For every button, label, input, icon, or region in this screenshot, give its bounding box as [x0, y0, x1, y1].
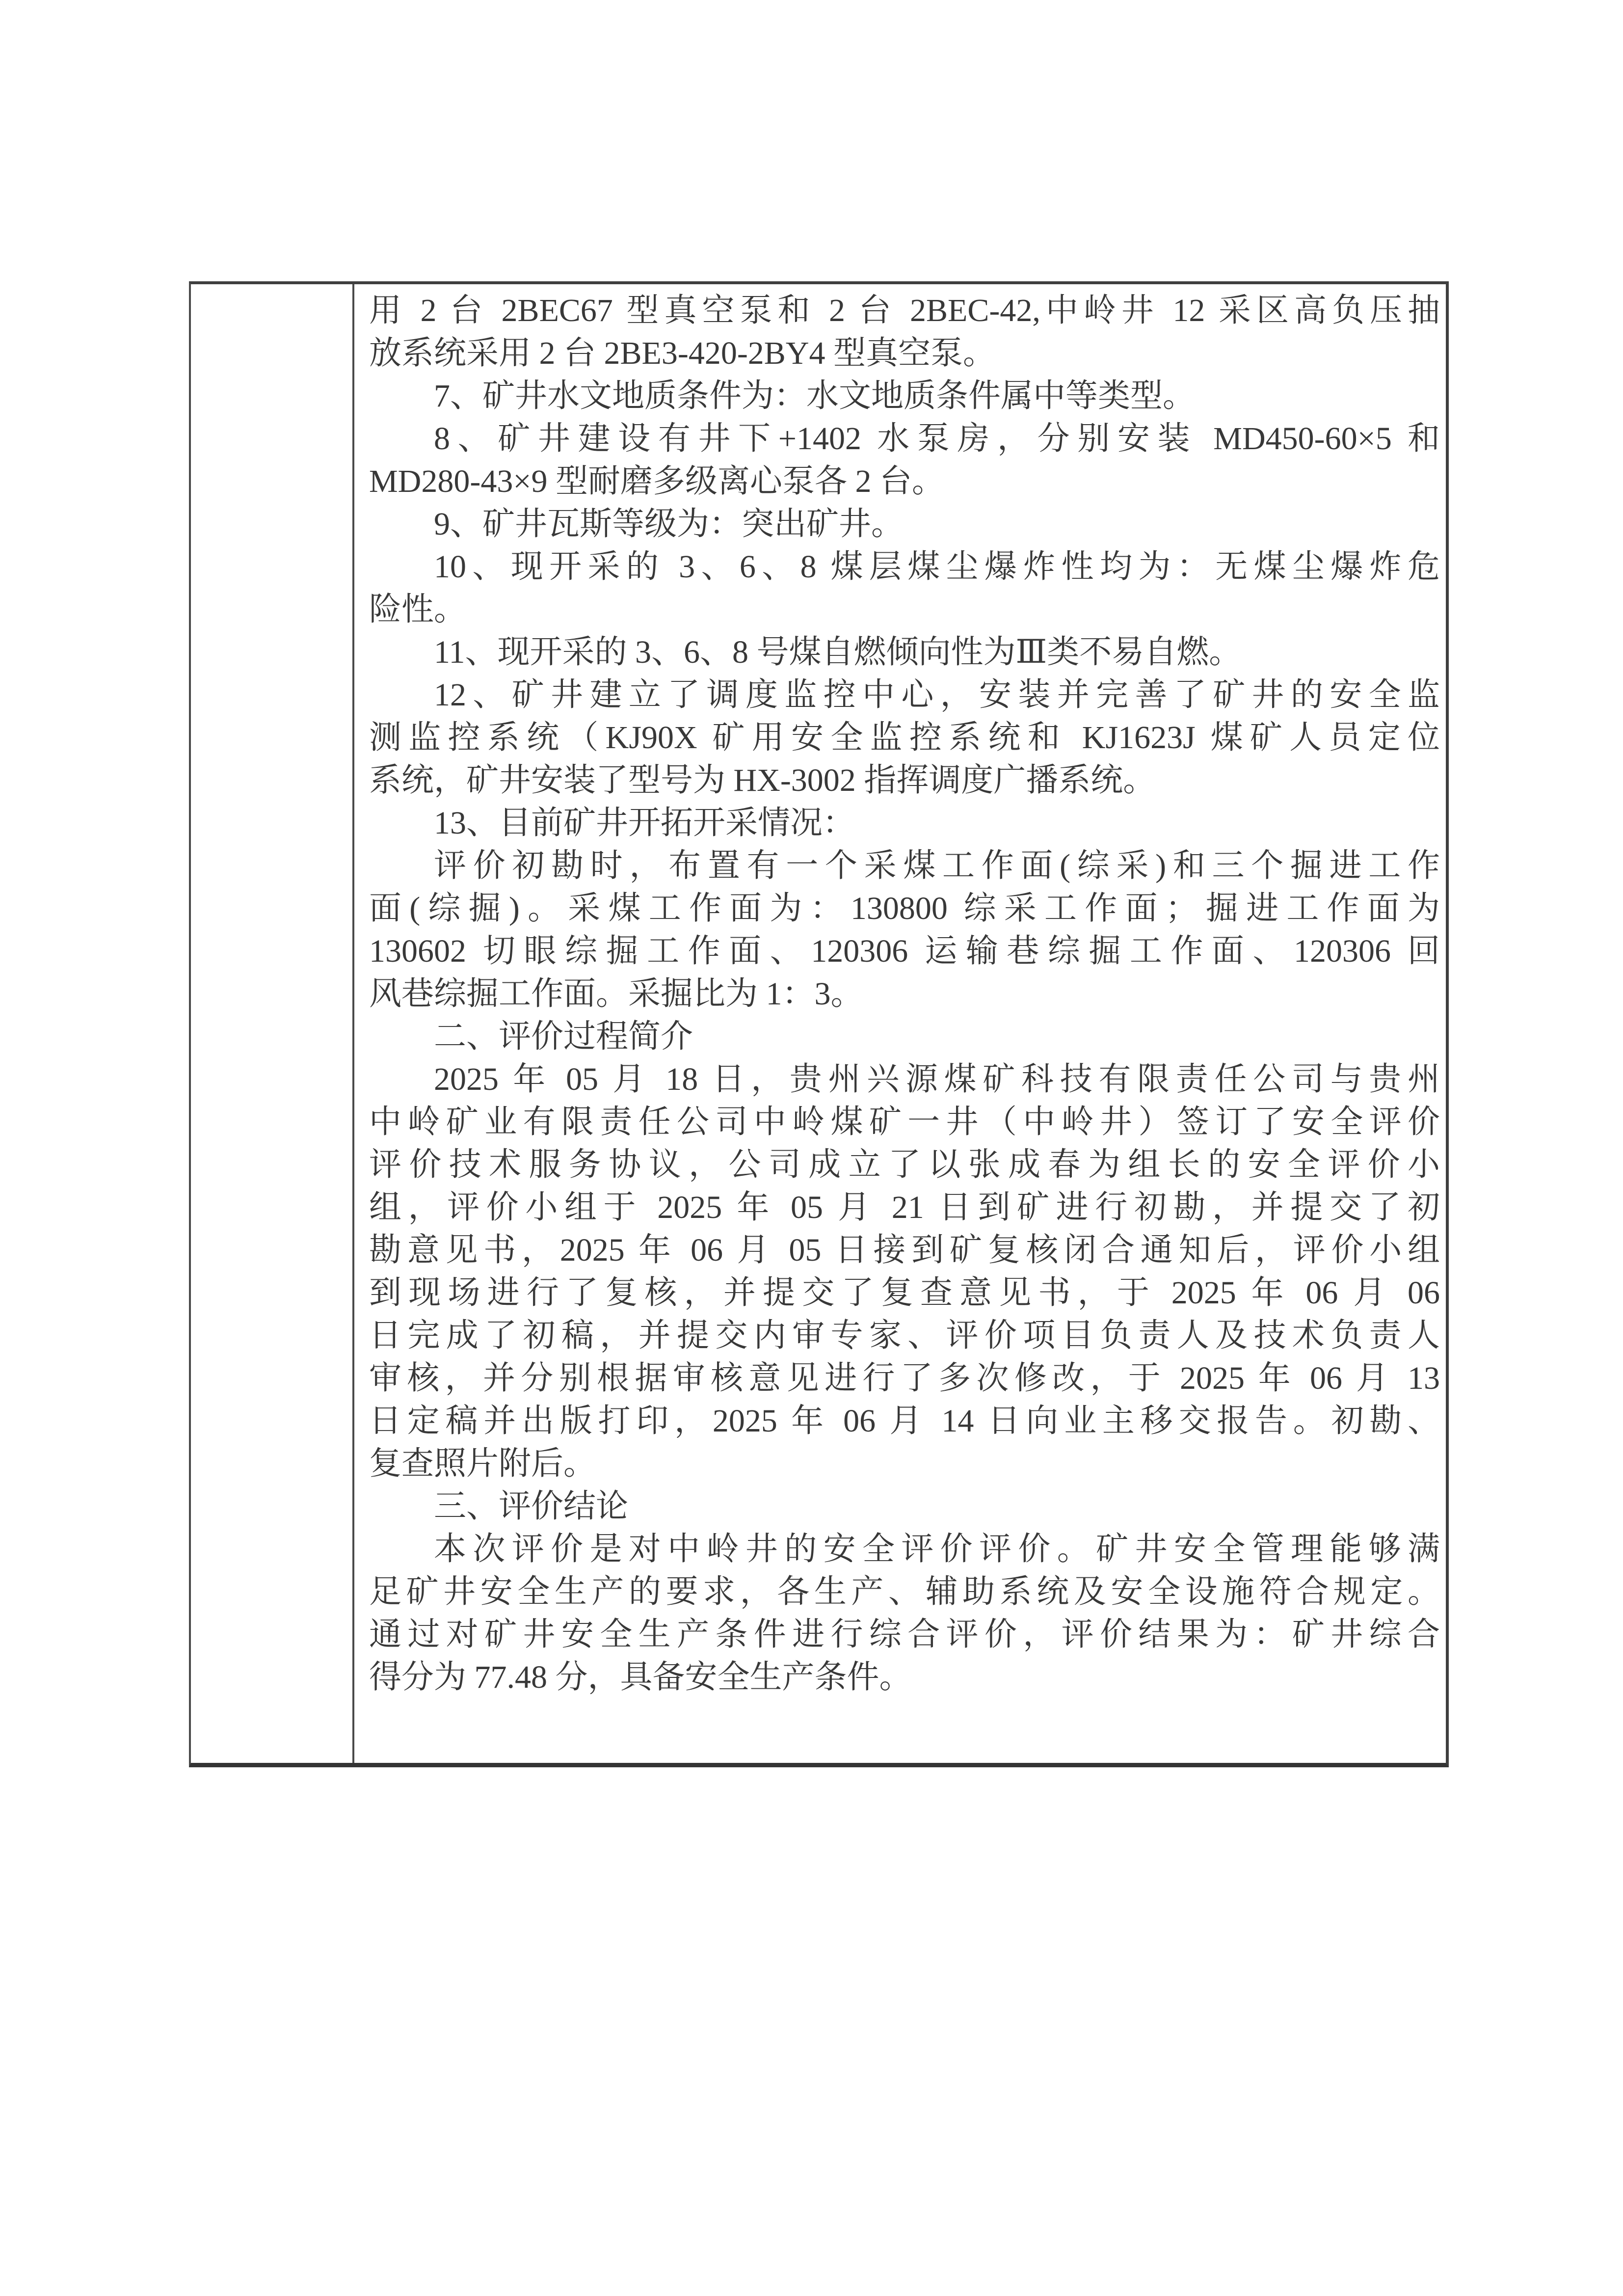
text-line: 评价初勘时，布置有一个采煤工作面(综采)和三个掘进工作	[434, 848, 1440, 884]
text-line: 中岭矿业有限责任公司中岭煤矿一井（中岭井）签订了安全评价	[369, 1104, 1440, 1140]
text-line: MD280-43×9 型耐磨多级离心泵各 2 台。	[369, 463, 945, 499]
text-line: 三、评价结论	[434, 1488, 628, 1524]
text-line: 勘意见书，2025 年 06 月 05 日接到矿复核闭合通知后，评价小组	[369, 1232, 1440, 1268]
text-line: 险性。	[369, 592, 466, 627]
text-line: 得分为 77.48 分，具备安全生产条件。	[369, 1659, 912, 1695]
text-line: 12、矿井建立了调度监控中心，安装并完善了矿井的安全监	[434, 677, 1440, 713]
text-line: 审核，并分别根据审核意见进行了多次修改，于 2025 年 06 月 13	[369, 1360, 1440, 1396]
table-label-cell	[191, 284, 354, 1763]
text-line: 系统，矿井安装了型号为 HX-3002 指挥调度广播系统。	[369, 762, 1156, 798]
table-content-cell	[354, 284, 1446, 1763]
text-line: 放系统采用 2 台 2BE3-420-2BY4 型真空泵。	[369, 335, 995, 371]
text-line: 7、矿井水文地质条件为：水文地质条件属中等类型。	[434, 378, 1195, 414]
text-line: 测监控系统（KJ90X 矿用安全监控系统和 KJ1623J 煤矿人员定位	[369, 720, 1440, 756]
text-line: 组，评价小组于 2025 年 05 月 21 日到矿进行初勘，并提交了初	[369, 1189, 1440, 1225]
text-line: 9、矿井瓦斯等级为：突出矿井。	[434, 506, 904, 542]
text-line: 日完成了初稿，并提交内审专家、评价项目负责人及技术负责人	[369, 1318, 1440, 1353]
text-line: 二、评价过程简介	[434, 1019, 693, 1054]
text-line: 日定稿并出版打印，2025 年 06 月 14 日向业主移交报告。初勘、	[369, 1403, 1440, 1439]
text-line: 2025 年 05 月 18 日，贵州兴源煤矿科技有限责任公司与贵州	[434, 1061, 1440, 1097]
content-table	[189, 281, 1449, 1767]
text-line: 足矿井安全生产的要求，各生产、辅助系统及安全设施符合规定。	[369, 1574, 1440, 1610]
text-line: 到现场进行了复核，并提交了复查意见书，于 2025 年 06 月 06	[369, 1275, 1440, 1311]
text-line: 130602 切眼综掘工作面、120306 运输巷综掘工作面、120306 回	[369, 933, 1440, 969]
text-line: 面(综掘)。采煤工作面为：130800 综采工作面；掘进工作面为	[369, 891, 1440, 926]
text-line: 通过对矿井安全生产条件进行综合评价，评价结果为：矿井综合	[369, 1617, 1440, 1652]
text-line: 11、现开采的 3、6、8 号煤自燃倾向性为Ⅲ类不易自燃。	[434, 634, 1242, 670]
text-line: 13、目前矿井开拓开采情况：	[434, 805, 855, 841]
text-line: 复查照片附后。	[369, 1446, 596, 1482]
text-line: 10、现开采的 3、6、8 煤层煤尘爆炸性均为：无煤尘爆炸危	[434, 549, 1440, 585]
text-line: 评价技术服务协议，公司成立了以张成春为组长的安全评价小	[369, 1147, 1440, 1183]
text-line: 用 2 台 2BEC67 型真空泵和 2 台 2BEC-42,中岭井 12 采区高负压抽	[369, 293, 1440, 328]
text-line: 风巷综掘工作面。采掘比为 1：3。	[369, 976, 863, 1012]
text-line: 8、矿井建设有井下+1402 水泵房，分别安装 MD450-60×5 和	[434, 421, 1440, 457]
text-line: 本次评价是对中岭井的安全评价评价。矿井安全管理能够满	[434, 1531, 1440, 1567]
